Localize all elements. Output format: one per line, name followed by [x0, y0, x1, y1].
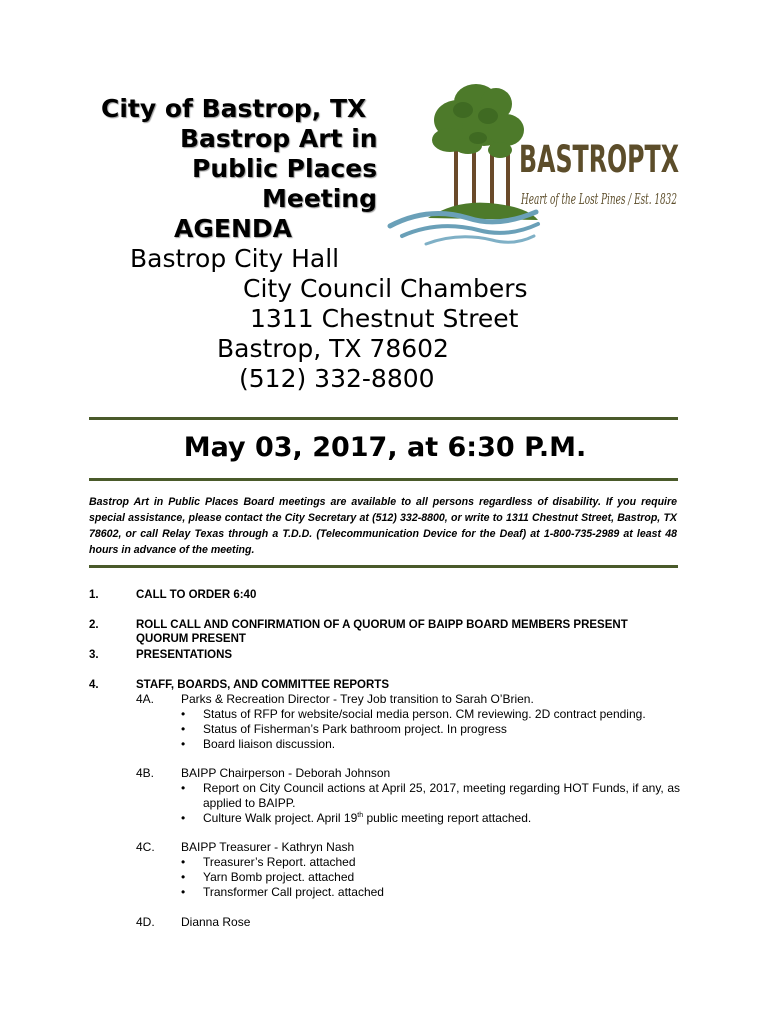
- report-4d-title: Dianna Rose: [181, 915, 251, 929]
- logo-tagline: Heart of the Lost Pines / Est. 1832: [520, 190, 677, 208]
- report-4c-title: BAIPP Treasurer - Kathryn Nash: [181, 840, 355, 854]
- bullet-icon: •: [181, 737, 186, 751]
- agenda-item-presentations: PRESENTATIONS: [136, 649, 233, 661]
- agenda-item-call-to-order: CALL TO ORDER 6:40: [136, 589, 257, 601]
- report-4b-title: BAIPP Chairperson - Deborah Johnson: [181, 766, 391, 780]
- agenda-item-number: 1.: [89, 589, 99, 601]
- report-4a-label: 4A.: [136, 692, 155, 706]
- divider-bottom: [89, 565, 678, 568]
- report-4a-bullet-1: Status of RFP for website/social media person. CM reviewing. 2D contract pending.: [203, 707, 646, 721]
- title-line-1: City of Bastrop, TX: [101, 94, 367, 123]
- address-line-3: 1311 Chestnut Street: [250, 304, 519, 333]
- address-line-2: City Council Chambers: [243, 274, 528, 303]
- logo-wordmark: BASTROPTX: [519, 138, 679, 181]
- report-4b-bullet-1: Report on City Council actions at April 25, 2017, meeting regarding HOT Funds, if any, as applied to BAIPP.: [203, 781, 680, 810]
- report-4c-label: 4C.: [136, 840, 155, 854]
- report-4b-bullet-2-rest: public meeting report attached.: [363, 811, 532, 825]
- report-4b-bullet-2-text: Culture Walk project. April 19: [203, 811, 358, 825]
- title-line-4: Meeting: [262, 184, 378, 213]
- agenda-item-reports: STAFF, BOARDS, AND COMMITTEE REPORTS: [136, 679, 389, 691]
- report-4d-label: 4D.: [136, 915, 155, 929]
- address-line-1: Bastrop City Hall: [130, 244, 340, 273]
- report-4b-bullet-2-ordinal: th: [357, 812, 364, 819]
- report-4c-bullet-2: Yarn Bomb project. attached: [203, 870, 355, 884]
- agenda-item-number: 3.: [89, 649, 99, 661]
- divider-top: [89, 417, 678, 420]
- report-4a-bullet-2: Status of Fisherman’s Park bathroom project. In progress: [203, 722, 507, 736]
- agenda-item-number: 4.: [89, 679, 99, 691]
- agenda-item-roll-call: ROLL CALL AND CONFIRMATION OF A QUORUM OF BAIPP BOARD MEMBERS PRESENT: [136, 619, 628, 631]
- bullet-icon: •: [181, 885, 186, 899]
- title-line-2: Bastrop Art in: [180, 124, 378, 153]
- bullet-icon: •: [181, 722, 186, 736]
- report-4c-bullet-1: Treasurer’s Report. attached: [203, 855, 356, 869]
- address-line-5: (512) 332-8800: [239, 364, 435, 393]
- meeting-date: May 03, 2017, at 6:30 P.M.: [183, 432, 587, 463]
- report-4a-bullet-3: Board liaison discussion.: [203, 737, 336, 751]
- bastrop-logo: [388, 80, 682, 250]
- report-4b-label: 4B.: [136, 766, 155, 780]
- address-line-4: Bastrop, TX 78602: [217, 334, 449, 363]
- report-4a-title: Parks & Recreation Director - Trey Job transition to Sarah O’Brien.: [181, 692, 534, 706]
- agenda-item-roll-call-note: QUORUM PRESENT: [136, 633, 246, 645]
- bullet-icon: •: [181, 870, 186, 884]
- pine-trees-river-logo-icon: [388, 80, 682, 250]
- accessibility-notice: Bastrop Art in Public Places Board meetings are available to all persons regardless of disability. If you require special assistance, please contact the City Secretary at (512) 332-8800, or write to 1311 Chestnut Street, Bastrop, TX 78602, or call Relay Texas through a T.D.D. (Telecommunication Device for the Deaf) at 1-800-735-2989 at least 48 hours in advance of the meeting.: [89, 496, 677, 556]
- divider-middle: [89, 478, 678, 481]
- bullet-icon: •: [181, 781, 186, 795]
- title-line-3: Public Places: [192, 154, 378, 183]
- agenda-item-number: 2.: [89, 619, 99, 631]
- bullet-icon: •: [181, 707, 186, 721]
- report-4c-bullet-3: Transformer Call project. attached: [203, 885, 384, 899]
- bullet-icon: •: [181, 855, 186, 869]
- title-line-agenda: AGENDA: [174, 214, 292, 243]
- report-4b-bullet-2: [203, 811, 531, 826]
- bullet-icon: •: [181, 811, 186, 825]
